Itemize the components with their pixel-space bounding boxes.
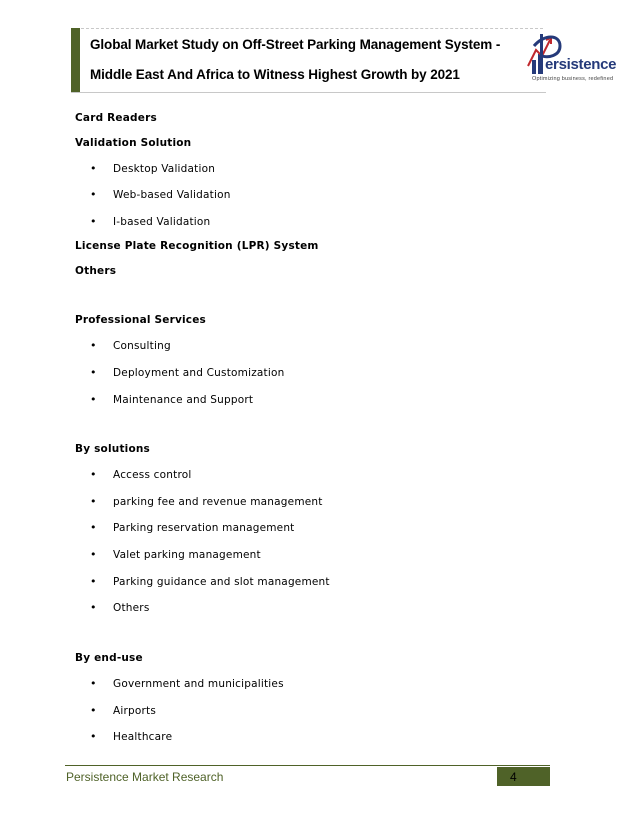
footer-rule xyxy=(65,765,550,766)
bullet-icon: • xyxy=(90,188,97,201)
list-item xyxy=(90,215,210,229)
list-item xyxy=(90,468,191,482)
page-number: 4 xyxy=(510,770,517,784)
header-bottom-rule xyxy=(71,92,546,93)
bullet-icon: • xyxy=(90,548,97,561)
list-item xyxy=(90,548,261,562)
list-item xyxy=(90,601,149,615)
bullet-icon: • xyxy=(90,215,97,228)
list-item xyxy=(90,495,323,509)
document-title-line-2: Middle East And Africa to Witness Highest Growth by 2021 xyxy=(90,67,460,82)
list-item-label: Desktop Validation xyxy=(113,163,216,175)
bullet-icon: • xyxy=(90,521,97,534)
heading-professional-services: Professional Services xyxy=(75,314,207,326)
bullet-icon: • xyxy=(90,575,97,588)
list-item xyxy=(90,393,253,407)
list-item-label: Parking guidance and slot management xyxy=(113,576,330,588)
list-item xyxy=(90,677,284,691)
list-item-label: Parking reservation management xyxy=(113,522,295,534)
footer-company-name: Persistence Market Research xyxy=(66,770,224,784)
list-item-label: I-based Validation xyxy=(113,216,211,228)
list-item-label: Access control xyxy=(113,469,192,481)
list-item xyxy=(90,162,215,176)
bullet-icon: • xyxy=(90,468,97,481)
list-item xyxy=(90,339,171,353)
bullet-icon: • xyxy=(90,393,97,406)
list-item-label: Government and municipalities xyxy=(113,678,284,690)
list-item-label: Deployment and Customization xyxy=(113,367,285,379)
bullet-icon: • xyxy=(90,162,97,175)
bullet-icon: • xyxy=(90,366,97,379)
heading-card-readers: Card Readers xyxy=(75,112,157,124)
list-item xyxy=(90,704,156,718)
list-item-label: Others xyxy=(113,602,150,614)
list-item xyxy=(90,730,172,744)
list-item xyxy=(90,366,284,380)
heading-validation-solution: Validation Solution xyxy=(75,137,192,149)
list-item-label: Healthcare xyxy=(113,731,173,743)
list-item-label: Maintenance and Support xyxy=(113,394,254,406)
list-item-label: Consulting xyxy=(113,340,171,352)
document-title-line-1: Global Market Study on Off-Street Parking Management System - xyxy=(90,37,501,52)
header-top-rule xyxy=(71,28,543,29)
bullet-icon: • xyxy=(90,495,97,508)
list-item xyxy=(90,188,231,202)
bullet-icon: • xyxy=(90,677,97,690)
heading-by-end-use: By end-use xyxy=(75,652,143,664)
bullet-icon: • xyxy=(90,704,97,717)
heading-by-solutions: By solutions xyxy=(75,443,150,455)
list-item-label: Web-based Validation xyxy=(113,189,231,201)
heading-others: Others xyxy=(75,265,117,277)
logo-wordmark: ersistence xyxy=(545,56,617,73)
header-accent-bar xyxy=(71,28,80,92)
list-item xyxy=(90,521,295,535)
heading-lpr: License Plate Recognition (LPR) System xyxy=(75,240,319,252)
bullet-icon: • xyxy=(90,339,97,352)
page-number-box xyxy=(497,767,550,786)
list-item-label: Airports xyxy=(113,705,157,717)
list-item xyxy=(90,575,330,589)
list-item-label: parking fee and revenue management xyxy=(113,496,323,508)
bullet-icon: • xyxy=(90,601,97,614)
bullet-icon: • xyxy=(90,730,97,743)
list-item-label: Valet parking management xyxy=(113,549,261,561)
logo-tagline: Optimizing business, redefined xyxy=(532,76,614,82)
